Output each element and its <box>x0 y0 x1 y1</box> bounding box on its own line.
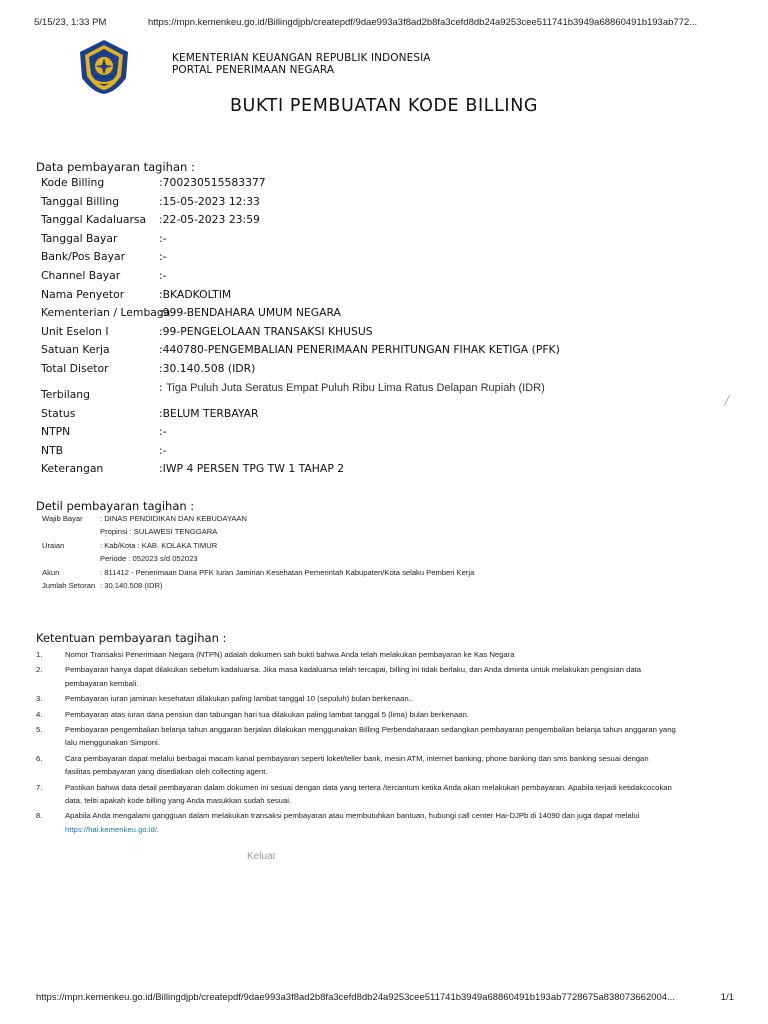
detail-row-label: Uraian <box>42 540 65 550</box>
payment-rules <box>36 648 676 838</box>
rule-number: 2. <box>36 665 43 675</box>
payment-row-value: :- <box>159 250 167 264</box>
rule-text: Apabila Anda mengalami gangguan dalam melakukan transaksi pembayaran atau membutuhkan bantuan, hubungi call center Hai-DJPb di 14090 dan juga dapat melalui <box>65 811 640 821</box>
rule-text: Pembayaran iuran jaminan kesehatan dilakukan paling lambat tanggal 10 (sepuluh) bulan berkenaan.. <box>65 694 413 704</box>
rule-item <box>36 752 676 779</box>
organization-header <box>172 52 431 76</box>
rule-item <box>36 663 676 690</box>
detail-row-label: Akun <box>42 567 60 577</box>
page-title: BUKTI PEMBUATAN KODE BILLING <box>229 96 539 116</box>
detail-row-value: : Kab/Kota : KAB. KOLAKA TIMUR <box>100 540 218 550</box>
payment-row-value: :BKADKOLTIM <box>159 287 232 301</box>
payment-row-label: Nama Penyetor <box>41 287 125 301</box>
payment-row-value: :440780-PENGEMBALIAN PENERIMAAN PERHITUNGAN FIHAK KETIGA (PFK) <box>159 343 560 357</box>
rule-item <box>36 648 676 661</box>
rule-number: 1. <box>36 650 43 659</box>
rule-item <box>36 781 676 808</box>
rule-text: Nomor Transaksi Penerimaan Negara (NTPN) adalah dokumen sah bukti bahwa Anda telah melakukan pembayaran ke Kas Negara <box>65 650 515 659</box>
payment-row-label: Keterangan <box>41 462 104 476</box>
payment-row-label: Total Disetor <box>41 361 109 375</box>
rule-number: 4. <box>36 709 43 719</box>
rule-suffix: . <box>156 824 160 834</box>
detail-row-value: Periode : 052023 s/d 052023 <box>100 554 198 564</box>
payment-row-value: :99-PENGELOLAAN TRANSAKSI KHUSUS <box>159 324 373 338</box>
payment-row-value: :30.140.508 (IDR) <box>159 361 256 375</box>
rule-text: Pembayaran hanya dapat dilakukan sebelum kadaluarsa. Jika masa kadaluarsa telah tercapai, billing ini tidak berlaku, dan Anda diminta untuk melakukan pengisian data pembayaran kembali. <box>65 665 642 688</box>
detail-row-value: : DINAS PENDIDIKAN DAN KEBUDAYAAN <box>100 514 247 523</box>
textarea-resize-icon[interactable]: ╱ <box>724 396 730 407</box>
terbilang-value-wrap <box>159 381 545 394</box>
detail-row-value: Propinsi : SULAWESI TENGGARA <box>100 527 218 537</box>
payment-row-value: :15-05-2023 12:33 <box>159 194 260 208</box>
payment-row-label: Kode Billing <box>41 176 105 189</box>
terbilang-colon: : <box>159 380 163 394</box>
rules-section-label: Ketentuan pembayaran tagihan : <box>36 631 227 645</box>
payment-row-label: Kementerian / Lembaga <box>41 306 171 320</box>
terbilang-label: Terbilang <box>41 387 91 401</box>
org-portal: PORTAL PENERIMAAN NEGARA <box>172 64 335 76</box>
rule-number: 7. <box>36 782 43 792</box>
print-url: https://mpn.kemenkeu.go.id/Billingdjpb/createpdf/9dae993a3f8ad2b8fa3cefd8db24a9253cee511741b3949a68860491b193ab772... <box>148 17 698 28</box>
payment-row-label: Channel Bayar <box>41 268 121 282</box>
terbilang-textarea[interactable]: Tiga Puluh Juta Seratus Empat Puluh Ribu Lima Ratus Delapan Rupiah (IDR) <box>166 381 545 394</box>
payment-row-label: Status <box>41 406 76 420</box>
rule-item <box>36 708 676 721</box>
rule-item <box>36 692 676 705</box>
rule-number: 6. <box>36 753 43 763</box>
rule-number: 5. <box>36 725 43 735</box>
helpdesk-link[interactable]: https://hai.kemenkeu.go.id/ <box>65 824 157 834</box>
page-number: 1/1 <box>720 992 734 1003</box>
payment-row-label: NTPN <box>41 425 71 439</box>
payment-row-value: :- <box>159 268 167 282</box>
rule-text: Pembayaran pengembalian belanja tahun anggaran berjalan dilakukan menggunakan Billing Perbendaharaan sedangkan pembayaran pengembalian belanja tahun anggaran yang lalu menggunakan Simponi. <box>65 725 676 748</box>
payment-row-value: :999-BENDAHARA UMUM NEGARA <box>159 306 341 320</box>
payment-row-label: NTB <box>41 443 64 457</box>
payment-row-label: Tanggal Bayar <box>41 231 118 245</box>
footer-url: https://mpn.kemenkeu.go.id/Billingdjpb/createpdf/9dae993a3f8ad2b8fa3cefd8db24a9253cee511741b3949a68860491b193ab7728675a838073662004... <box>36 992 675 1003</box>
detail-row-label: Wajib Bayar <box>42 514 83 523</box>
rule-number: 3. <box>36 694 43 704</box>
payment-row-value: :- <box>159 443 167 457</box>
detail-row-value: : 811412 - Penerimaan Dana PFK Iuran Jaminan Kesehatan Pemerintah Kabupaten/Kota selaku Pemberi Kerja <box>100 567 475 577</box>
rule-text: Cara pembayaran dapat melalui berbagai macam kanal pembayaran seperti loket/teller bank, mesin ATM, internet banking, phone banking dan sms banking sesuai dengan fasilitas pembayaran yang disediakan oleh collecting agent. <box>65 753 649 777</box>
rule-item <box>36 809 676 836</box>
payment-row-value: :- <box>159 425 167 439</box>
payment-row-label: Satuan Kerja <box>41 343 110 357</box>
rule-number: 8. <box>36 811 43 821</box>
payment-row-value: :22-05-2023 23:59 <box>159 213 260 227</box>
payment-row-label: Bank/Pos Bayar <box>41 250 126 264</box>
payment-row-label: Tanggal Billing <box>41 194 120 208</box>
rule-text: Pembayaran atas iuran dana pensiun dan tabungan hari tua dilakukan paling lambat tanggal 5 (lima) bulan berkenaan. <box>65 709 469 719</box>
payment-row-value: :BELUM TERBAYAR <box>159 406 259 420</box>
payment-section-label: Data pembayaran tagihan : <box>36 160 195 174</box>
rule-item <box>36 723 676 750</box>
payment-row-label: Tanggal Kadaluarsa <box>41 213 147 227</box>
detail-row-label: Jumlah Setoran <box>42 580 96 590</box>
kemenkeu-logo <box>76 38 132 96</box>
detail-section-label: Detil pembayaran tagihan : <box>36 499 195 513</box>
rule-text: Pastikan bahwa data detail pembayaran dalam dokumen ini sesuai dengan data yang tertera /tercantum ketika Anda akan melakukan pembayaran. Apabila terjadi ketidakcocokan data, teliti apakah kode billing yang Anda masukkan sudah sesuai. <box>65 782 672 806</box>
print-datetime: 5/15/23, 1:33 PM <box>34 17 107 28</box>
payment-row-value: :700230515583377 <box>159 176 266 189</box>
detail-row-value: : 30.140.508 (IDR) <box>100 580 163 590</box>
org-ministry: KEMENTERIAN KEUANGAN REPUBLIK INDONESIA <box>172 52 431 64</box>
payment-row-value: :- <box>159 231 167 245</box>
payment-row-value: :IWP 4 PERSEN TPG TW 1 TAHAP 2 <box>159 462 345 476</box>
payment-row-label: Unit Eselon I <box>41 324 109 338</box>
keluar-button[interactable]: Keluar <box>247 851 276 862</box>
